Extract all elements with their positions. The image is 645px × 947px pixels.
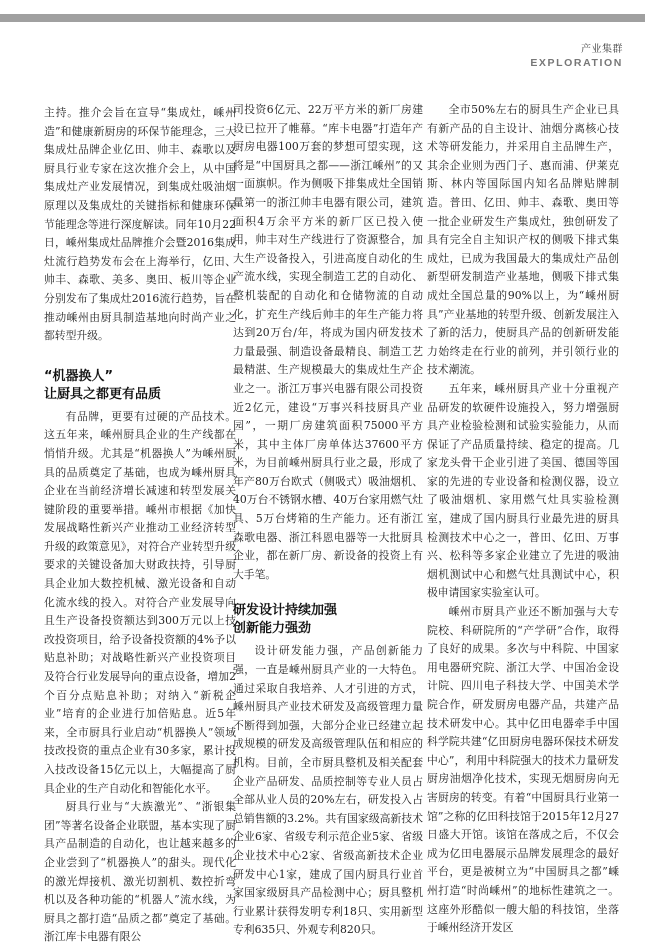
section-heading-line: 创新能力强劲 [233,621,312,637]
column-1 [44,104,236,947]
section-label: EXPLORATION [530,57,623,69]
body-paragraph: 有品牌，更要有过硬的产品技术。这五年来，嵊州厨具企业的生产线都在悄悄升级。尤其是“机器换人”为嵊州厨具的品质奠定了基础，也成为嵊州厨具企业在当前经济增长减速和转型发展关键阶段的重要举措。嵊州市根据《加快发展战略性新兴产业推动工业经济转型升级的政策意见》，对符合产业转型升级要求的关键设备加大财政扶持，引导厨具企业加大数控机械、激光设备和自动化流水线的投入。对符合产业发展导向且生产设备投资额达到300万元以上技改投资项目，给予设备投资额的4%予以贴息补助；对战略性新兴产业投资项目及符合行业发展导向的重点设备，增加2个百分点贴息补助；对纳入“新税企业”培育的企业进行加倍贴息。近5年来，全市厨具行业启动“机器换人”领域技改投资的重点企业有30多家，累计投入技改设备15亿元以上，大幅提高了厨具企业的生产自动化和智能化水平。 [44,409,236,795]
body-paragraph: 设计研发能力强，产品创新能力强，一直是嵊州厨具产业的一大特色。通过采取自我培养、人才引进的方式，嵊州厨具产业技术研发及高级管理力量不断得到加强，大部分企业已经建立起成规模的研发及高级管理队伍和相应的机构。目前，全市厨具整机及相关配套企业产品研发、品质控制等专业人员占全部从业人员的20%左右，研发投入占总销售额的3.2%。共有国家级高新技术企业6家、省级专利示范企业5家、省级企业技术中心2家、省级高新技术企业研发中心1家，建成了国内厨具行业首家国家级厨具产品检测中心；厨具整机行业累计获得发明专利18只、实用新型专利635只、外观专利820只。 [233,644,423,937]
body-paragraph: 厨具行业与“大族激光”、“浙银集团”等著名设备企业联盟，基本实现了厨具产品制造的自动化，也让越来越多的企业尝到了“机器换人”的甜头。现代化的激光焊接机、激光切割机、数控折弯机以及各种功能的“机器人”流水线，为厨具之都打造“品质之都”奠定了基础。浙江库卡电器有限公 [44,800,236,944]
body-paragraph: 司投资6亿元、22万平方米的新厂房建设已拉开了帷幕。“库卡电器”打造年产厨房电器100万套的梦想可望实现，这将是“中国厨具之都——浙江嵊州”的又一面旗帜。作为侧吸下排集成灶全国销量第一的浙江帅丰电器有限公司，建筑面积4万余平方米的新厂区已投入使用，帅丰对生产线进行了资源整合，加大生产设备投入，引进高度自动化的生产流水线，实现全制造工艺的自动化、整机装配的自动化和仓储物流的自动化，扩充生产线后帅丰的年生产能力将达到20万台/年，将成为国内研发技术力量最强、制造设备最精良、制造工艺最精湛、生产规模最大的集成灶生产企业之一。浙江万事兴电器有限公司投资近2亿元，建设“万事兴科技厨具产业园”，一期厂房建筑面积75000平方米，其中主体厂房单体达37600平方米，为目前嵊州厨具行业之最，形成了年产80万台欧式（侧吸式）吸油烟机、40万台不锈钢水槽、40万台家用燃气灶具、5万台烤箱的生产能力。还有浙江森歌电器、浙江科恩电器等一大批厨具企业，都在新厂房、新设备的投资上有大手笔。 [233,103,423,581]
section-heading [44,368,236,404]
column-2 [233,101,423,940]
section-heading-line: 让厨具之都更有品质 [44,386,162,402]
section-heading-line: 研发设计持续加强 [233,603,338,619]
section-title: 产业集群 [581,44,623,55]
body-paragraph: 主持。推介会旨在宣导“集成灶，嵊州造”和健康新厨房的环保节能理念，三大集成灶品牌企业亿田、帅丰、森歌以及厨具行业专家在这次推介会上，从中国集成灶产业发展情况，到集成灶吸油烟原理以及集成灶的关键指标和健康环保节能理念等进行深度解读。同年10月22日，嵊州集成灶品牌推介会暨2016集成灶流行趋势发布会在上海举行，亿田、帅丰、森歌、美多、奥田、板川等企业分别发布了集成灶2016流行趋势，旨在推动嵊州由厨具制造基地向时尚产业之都转型升级。 [44,106,236,343]
section-heading-line: “机器换人” [44,368,114,384]
body-paragraph: 全市50%左右的厨具生产企业已具有新产品的自主设计、油烟分离核心技术等研发能力，并采用自主品牌生产，其余企业则为西门子、惠而浦、伊莱克斯、林内等国际国内知名品牌贴牌制造。普田、亿田、帅丰、森歌、奥田等一批企业研发生产集成灶，独创研发了具有完全自主知识产权的侧吸下排式集成灶，已成为我国最大的集成灶产品创新型研发制造产业基地，侧吸下排式集成灶全国总量的90%以上，为“嵊州厨具”产业基地的转型升级、创新发展注入了新的活力，使厨具产品的创新研发能力始终走在行业的前列，并引领行业的技术潮流。 [427,103,619,377]
page-header [530,40,623,69]
body-paragraph: 嵊州市厨具产业还不断加强与大专院校、科研院所的“产学研”合作，取得了良好的成果。多次与中科院、中国家用电器研究院、浙江大学、中国冶金设计院、四川电子科技大学、中国美术学院合作，研发厨房电器产品，共建产品技术研发中心。其中亿田电器牵手中国科学院共建“亿田厨房电器环保技术研发中心”，利用中科院强大的技术力量研发厨房油烟净化技术，实现无烟厨房向无害厨房的转变。有着“中国厨具行业第一馆”之称的亿田科技馆于2015年12月27日盛大开馆。该馆在落成之后，不仅会成为亿田电器展示品牌发展理念的最好平台，更是被树立为“中国厨具之都”嵊州打造“时尚嵊州”的地标性建筑之一。这座外形酷似一艘大船的科技馆，坐落于嵊州经济开发区 [427,605,619,935]
column-3 [427,101,619,938]
section-heading [233,602,423,638]
top-decorative-bar [0,14,645,22]
body-paragraph: 五年来，嵊州厨具产业十分重视产品研发的软硬件设施投入，努力增强厨具产业检验检测和试验实验能力，从而保证了产品质量持续、稳定的提高。几家龙头骨干企业引进了美国、德国等国家的先进的专业设备和检测仪器，设立了吸油烟机、家用燃气灶具实验检测室，建成了国内厨具行业最先进的厨具检测技术中心之一，普田、亿田、万事兴、松科等多家企业建立了先进的吸油烟机测试中心和燃气灶具测试中心，积极申请国家实验室认可。 [427,381,619,600]
